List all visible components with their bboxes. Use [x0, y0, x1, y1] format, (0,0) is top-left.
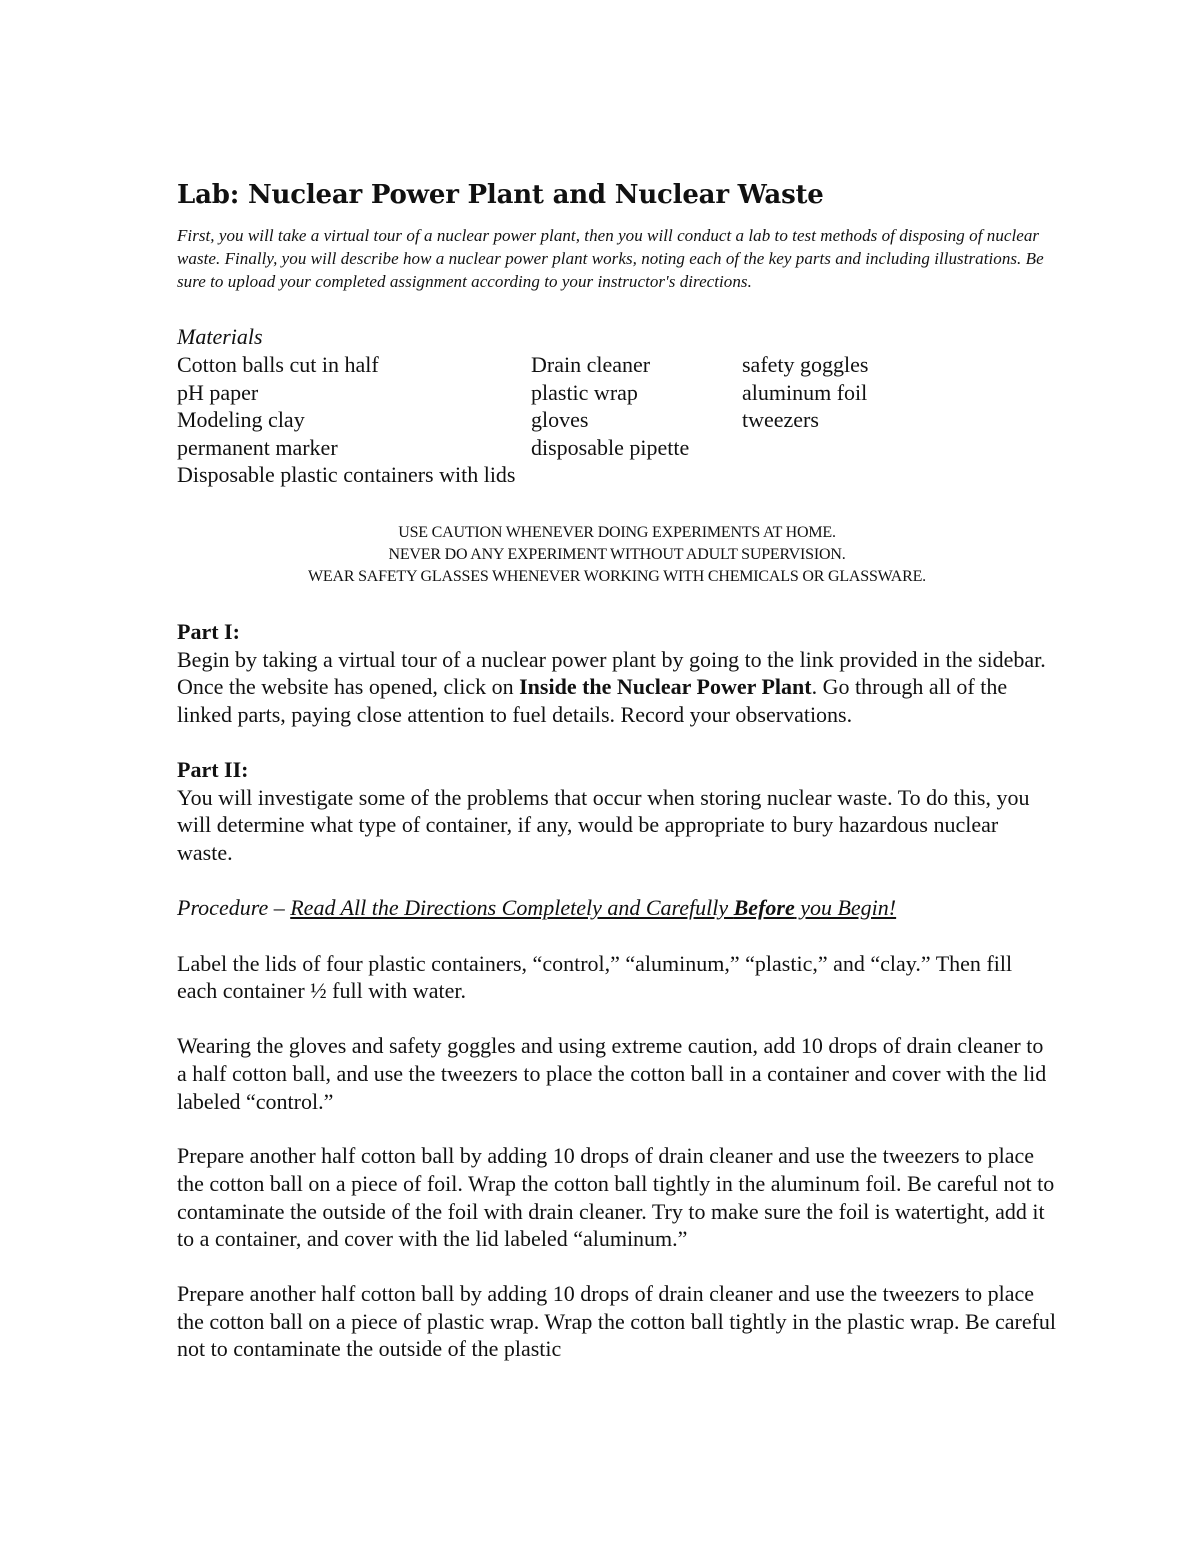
materials-heading: Materials [177, 324, 263, 349]
materials-list [177, 351, 1057, 489]
materials-row [177, 461, 1057, 489]
material-item: safety goggles [742, 352, 869, 377]
procedure-step: Prepare another half cotton ball by adding 10 drops of drain cleaner and use the tweezers to place the cotton ball on a piece of plastic wrap. Wrap the cotton ball tightly in the plastic wrap. Be careful not to contaminate the outside of the plastic [177, 1281, 1057, 1362]
document-title: Lab: Nuclear Power Plant and Nuclear Waste [177, 180, 824, 210]
part1-text: Begin by taking a virtual tour of a nuclear power plant by going to the link provided in the sidebar. Once the website has opened, click on [177, 646, 1046, 700]
caution-line: USE CAUTION WHENEVER DOING EXPERIMENTS AT HOME. [398, 523, 836, 541]
material-item: Drain cleaner [531, 352, 651, 377]
material-item: Modeling clay [177, 407, 305, 432]
document-page [177, 178, 1057, 1390]
material-item: tweezers [742, 407, 819, 432]
material-item: pH paper [177, 379, 259, 405]
material-item: plastic wrap [531, 379, 638, 405]
part1-paragraph [177, 646, 1057, 729]
material-item: Cotton balls cut in half [177, 352, 379, 377]
intro-paragraph: First, you will take a virtual tour of a nuclear power plant, then you will conduct a lab to test methods of disposing of nuclear waste. Finally, you will describe how a nuclear power plant works, noting each of the key parts and including illustrations. Be sure to upload your completed assignment according to your instructor's directions. [177, 226, 1044, 291]
materials-row [177, 379, 1057, 407]
material-item: disposable pipette [531, 434, 690, 460]
materials-row [177, 406, 1057, 434]
materials-row [177, 351, 1057, 379]
procedure-instruction: you Begin! [794, 894, 897, 920]
material-item: Disposable plastic containers with lids [177, 462, 516, 487]
procedure-heading [177, 894, 1057, 922]
procedure-instruction: Read All the Directions Completely and Carefully [290, 894, 734, 920]
material-item: gloves [531, 407, 589, 432]
caution-line: WEAR SAFETY GLASSES WHENEVER WORKING WITH CHEMICALS OR GLASSWARE. [308, 567, 926, 585]
part1-heading: Part I: [177, 618, 240, 644]
part1-text: . Go through all of the linked parts, paying close attention to fuel details. Record your observations. [177, 674, 1008, 727]
procedure-step: Prepare another half cotton ball by adding 10 drops of drain cleaner and use the tweezers to place the cotton ball on a piece of foil. Wrap the cotton ball tightly in the aluminum foil. Be careful not to contaminate the outside of the foil with drain cleaner. Try to make sure the foil is watertight, add it to a container, and cover with the lid labeled “aluminum.” [177, 1143, 1055, 1252]
safety-caution [177, 522, 1057, 588]
procedure-step: Label the lids of four plastic containers, “control,” “aluminum,” “plastic,” and “clay.” Then fill each container ½ full with water. [177, 950, 1013, 1004]
caution-line: NEVER DO ANY EXPERIMENT WITHOUT ADULT SUPERVISION. [388, 545, 846, 563]
material-item: aluminum foil [742, 379, 868, 405]
procedure-label: Procedure – [177, 894, 291, 920]
part2-heading: Part II: [177, 756, 249, 782]
part2-paragraph: You will investigate some of the problems that occur when storing nuclear waste. To do this, you will determine what type of container, if any, would be appropriate to bury hazardous nuclear waste. [177, 784, 1030, 866]
procedure-step: Wearing the gloves and safety goggles and using extreme caution, add 10 drops of drain cleaner to a half cotton ball, and use the tweezers to place the cotton ball in a container and cover with the lid labeled “control.” [177, 1033, 1047, 1114]
material-item: permanent marker [177, 434, 338, 460]
procedure-instruction-bold: Before [733, 894, 795, 920]
part1-link-name: Inside the Nuclear Power Plant [519, 674, 812, 700]
materials-row [177, 434, 1057, 462]
